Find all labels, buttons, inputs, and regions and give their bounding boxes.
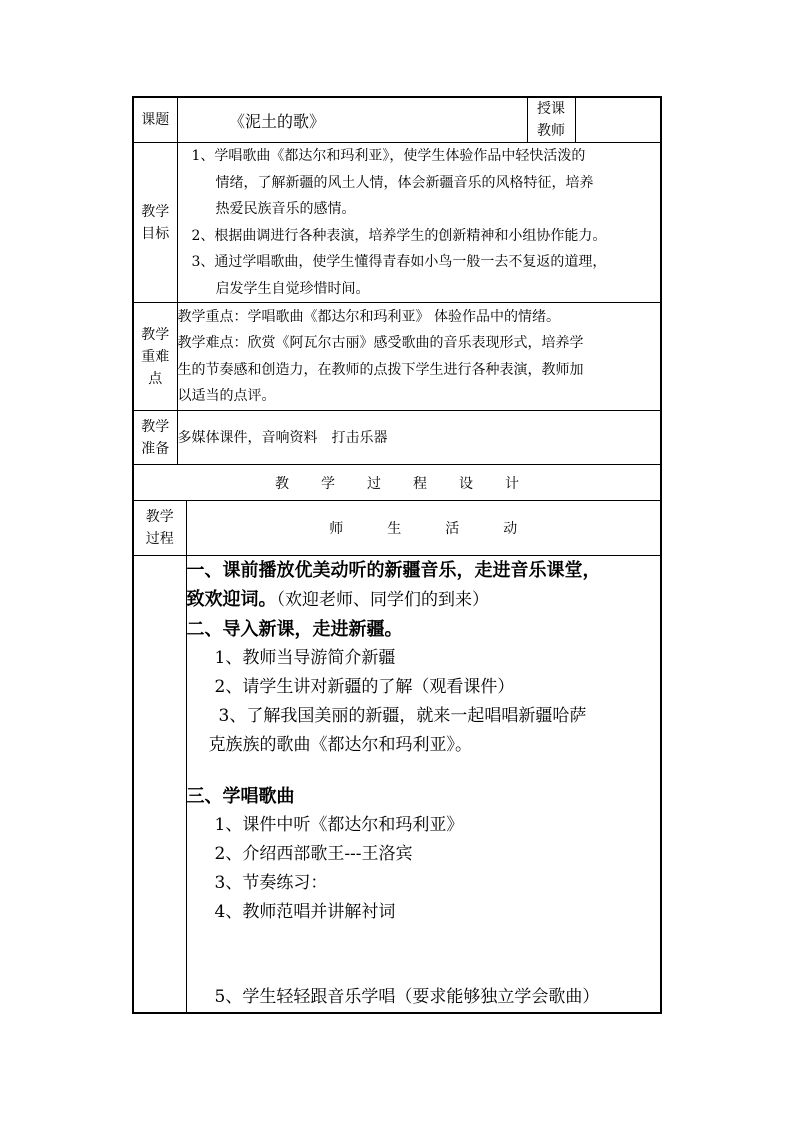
goals-label [133, 143, 177, 303]
prep-label-line1: 教学 [141, 418, 170, 435]
topic-label: 课题 [133, 97, 177, 143]
step-3-item-2: 2、介绍西部歌王---王洛宾 [214, 844, 413, 864]
activity-heading-char: 师 [329, 521, 344, 537]
prep-label-line2: 准备 [141, 440, 170, 457]
design-heading-char: 设 [459, 475, 473, 492]
keypoints-label-line2: 重难 [141, 348, 170, 365]
step-1-cont [187, 585, 661, 615]
goals-row [133, 143, 661, 303]
step-3-item-1: 1、课件中听《都达尔和玛利亚》 [214, 815, 464, 835]
goal-item-1-cont: 情绪，了解新疆的风土人情，体会新疆音乐的风格特征，培养 [215, 174, 594, 191]
design-heading-char: 过 [367, 475, 381, 492]
design-heading [133, 465, 661, 501]
activity-heading [186, 501, 661, 556]
keypoints-label [133, 303, 177, 411]
step-2-item-3-cont: 克族族的歌曲《都达尔和玛利亚》。 [208, 735, 472, 755]
keypoints-content [177, 303, 661, 411]
key-point: 教学重点：学唱歌曲《都达尔和玛利亚》 体验作品中的情绪。 [177, 308, 560, 325]
design-heading-char: 学 [321, 475, 335, 492]
step-3-title: 三、学唱歌曲 [186, 786, 295, 807]
prep-value: 多媒体课件，音响资料 打击乐器 [177, 411, 661, 465]
teacher-label-line2: 教师 [537, 123, 566, 139]
step-2-item-3: 3、了解我国美丽的新疆，就来一起唱唱新疆哈萨 [218, 706, 587, 726]
step-3-item-3: 3、节奏练习： [214, 873, 328, 893]
design-heading-char: 程 [413, 475, 427, 492]
topic-title: 《泥土的歌》 [177, 97, 527, 143]
step-1-note: （欢迎老师、同学们的到来） [276, 590, 489, 610]
difficult-point-cont: 生的节奏感和创造力，在教师的点拨下学生进行各种表演，教师加 [177, 361, 584, 378]
difficult-point-cont2: 以适当的点评。 [177, 388, 276, 404]
design-heading-row [133, 465, 661, 501]
goal-item-3: 3、通过学唱歌曲，使学生懂得青春如小鸟一般一去不复返的道理， [191, 254, 607, 270]
goal-item-2: 2、根据曲调进行各种表演，培养学生的创新精神和小组协作能力。 [191, 227, 607, 244]
prep-row [133, 411, 661, 465]
step-1-title: 一、课前播放优美动听的新疆音乐，走进音乐课堂， [186, 560, 601, 581]
step-2-item-1: 1、教师当导游简介新疆 [214, 648, 396, 668]
goals-label-line2: 目标 [141, 225, 170, 242]
process-left-cell [133, 556, 186, 1014]
step-2-title: 二、导入新课，走进新疆。 [186, 619, 403, 640]
teacher-label-line1: 授课 [537, 101, 566, 117]
spacer [187, 927, 661, 983]
goals-content [177, 143, 661, 303]
goal-item-1-cont2: 热爱民族音乐的感情。 [215, 201, 356, 217]
teacher-value [575, 97, 661, 143]
step-3-item-5: 5、学生轻轻跟音乐学唱（要求能够独立学会歌曲） [214, 987, 600, 1007]
process-label-line1: 教学 [145, 509, 174, 525]
prep-label [133, 411, 177, 465]
design-heading-char: 教 [275, 475, 289, 492]
keypoints-label-line1: 教学 [141, 326, 170, 343]
design-heading-char: 计 [505, 475, 519, 492]
lesson-plan-table [132, 96, 662, 1014]
process-header-row [133, 501, 661, 556]
goal-item-1: 1、学唱歌曲《都达尔和玛利亚》，使学生体验作品中轻快活泼的 [191, 148, 586, 164]
process-content [186, 556, 661, 1014]
process-label-line2: 过程 [145, 531, 174, 547]
keypoints-row [133, 303, 661, 411]
goals-label-line1: 教学 [141, 203, 170, 220]
keypoints-label-line3: 点 [148, 370, 163, 387]
activity-heading-char: 动 [503, 521, 518, 537]
activity-heading-char: 生 [387, 521, 402, 537]
step-2-item-2: 2、请学生讲对新疆的了解（观看课件） [214, 677, 515, 697]
spacer [187, 760, 661, 782]
teacher-label [527, 97, 575, 143]
process-label [133, 501, 186, 556]
step-3-item-4: 4、教师范唱并讲解衬词 [214, 902, 396, 922]
goal-item-3-cont: 启发学生自觉珍惜时间。 [215, 280, 370, 297]
difficult-point: 教学难点：欣赏《阿瓦尔古丽》感受歌曲的音乐表现形式，培养学 [177, 335, 584, 351]
process-content-row [133, 556, 661, 1014]
topic-row [133, 97, 661, 143]
activity-heading-char: 活 [445, 521, 460, 537]
step-1-bold: 致欢迎词。 [186, 589, 277, 610]
